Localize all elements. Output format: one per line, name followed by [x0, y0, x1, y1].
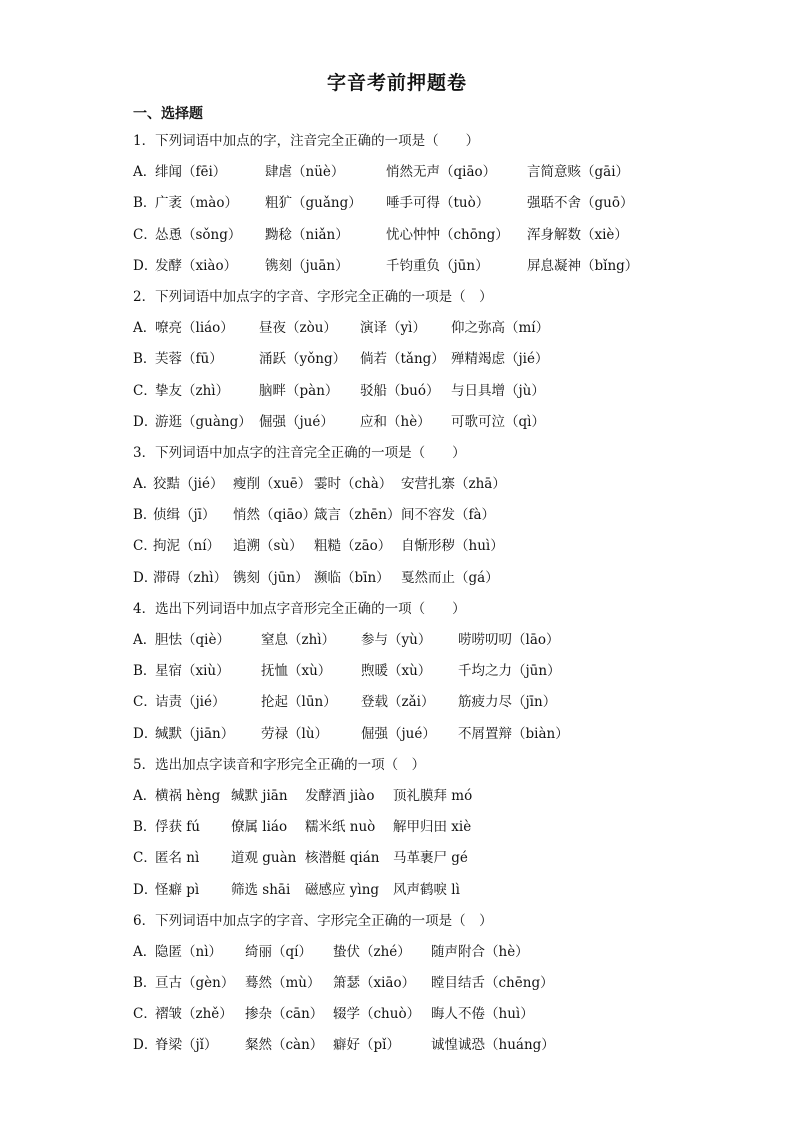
option-item: 瘦削（xuē） [233, 476, 312, 493]
option-item: 唾手可得（tuò） [386, 195, 490, 212]
option-row [133, 937, 773, 968]
option-item: 肆虐（nüè） [265, 164, 345, 181]
option-item: 倔强（jué） [361, 725, 436, 742]
option-letter: D． [133, 1037, 158, 1054]
option-row [133, 999, 773, 1030]
option-row [133, 157, 773, 188]
option-item: 言简意赅（gāi） [527, 164, 630, 181]
option-item: 应和（hè） [360, 413, 431, 430]
option-row [133, 625, 773, 656]
option-row [133, 500, 773, 531]
option-row [133, 344, 773, 375]
option-item: 自惭形秽（huì） [401, 538, 504, 555]
option-item: 戛然而止（gá） [401, 569, 499, 586]
option-letter: C． [133, 1006, 157, 1023]
option-row [133, 968, 773, 999]
option-row [133, 220, 773, 251]
option-letter: C． [133, 382, 157, 399]
option-item: 诚惶诚恐（huáng） [431, 1037, 555, 1054]
option-item: 仰之弥高（mí） [451, 320, 550, 337]
option-item: 挚友（zhì） [155, 382, 230, 399]
option-item: 倔强（jué） [259, 413, 334, 430]
option-item: 辍学（chuò） [333, 1006, 421, 1023]
option-item: 癖好（pǐ） [333, 1037, 400, 1054]
option-item: 发酵酒 jiào [305, 787, 375, 804]
option-item: 僚属 liáo [231, 819, 288, 836]
option-letter: A． [133, 476, 157, 493]
option-item: 千钧重负（jūn） [386, 257, 489, 274]
option-row [133, 812, 773, 843]
option-item: 顶礼膜拜 mó [393, 787, 473, 804]
option-item: 横祸 hèng [155, 787, 221, 804]
option-item: 芙蓉（fū） [155, 351, 223, 368]
option-item: 涌跃（yǒng） [259, 351, 347, 368]
option-item: 缄默（jiān） [155, 725, 235, 742]
option-item: 间不容发（fà） [401, 507, 496, 524]
question-stem: 4．选出下列词语中加点字音形完全正确的一项（ ） [133, 600, 466, 617]
option-item: 镌刻（jūn） [233, 569, 309, 586]
option-item: 倘若（tǎng） [360, 351, 445, 368]
option-item: 煦暖（xù） [361, 663, 432, 680]
option-item: 随声附合（hè） [431, 943, 529, 960]
option-letter: D． [133, 569, 158, 586]
option-item: 与日具增（jù） [451, 382, 545, 399]
option-row [133, 781, 773, 812]
option-row [133, 719, 773, 750]
option-item: 殚精竭虑（jié） [451, 351, 549, 368]
option-item: 怪癖 pì [155, 881, 200, 898]
option-item: 千均之力（jūn） [458, 663, 561, 680]
option-item: 参与（yù） [361, 632, 432, 648]
option-letter: B． [133, 507, 157, 524]
option-item: 缄默 jiān [231, 787, 288, 804]
option-item: 窒息（zhì） [261, 632, 336, 648]
question-list [133, 126, 773, 1062]
option-item: 侦缉（jī） [153, 507, 216, 524]
option-item: 掺杂（cān） [245, 1006, 324, 1023]
option-item: 霎时（chà） [314, 476, 393, 493]
option-item: 登载（zǎi） [361, 694, 435, 711]
option-item: 晦人不倦（huì） [431, 1006, 534, 1023]
option-item: 核潜艇 qián [305, 850, 380, 867]
option-item: 不屑置辩（biàn） [458, 725, 569, 742]
option-item: 脊梁（jǐ） [155, 1037, 218, 1054]
option-letter: D． [133, 257, 158, 274]
option-item: 蓦然（mù） [245, 975, 321, 992]
option-item: 绮丽（qí） [245, 943, 312, 960]
option-item: 糯米纸 nuò [305, 819, 376, 836]
option-row [133, 1030, 773, 1061]
option-letter: B． [133, 819, 157, 836]
option-item: 唠唠叨叨（lāo） [458, 632, 560, 648]
option-item: 星宿（xiù） [155, 663, 230, 680]
option-item: 粗糙（zāo） [314, 538, 392, 555]
option-letter: A． [133, 787, 157, 804]
option-item: 诘责（jié） [155, 694, 226, 711]
option-item: 抡起（lūn） [261, 694, 337, 711]
option-item: 黝稔（niǎn） [265, 226, 349, 243]
option-letter: C． [133, 226, 157, 243]
option-item: 广袤（mào） [155, 195, 238, 212]
option-row [133, 843, 773, 874]
option-item: 悄然无声（qiāo） [386, 164, 497, 181]
option-item: 风声鹤唳 lì [393, 881, 460, 898]
option-row [133, 531, 773, 562]
option-item: 箴言（zhēn） [314, 507, 401, 524]
option-item: 道观 guàn [231, 850, 297, 867]
page-title: 字音考前押题卷 [326, 72, 467, 94]
question-stem: 2．下列词语中加点字的字音、字形完全正确的一项是（ ） [133, 288, 493, 305]
option-item: 嘹亮（liáo） [155, 320, 234, 337]
option-item: 狡黠（jié） [153, 476, 224, 493]
option-row [133, 188, 773, 219]
option-item: 强聒不舍（guō） [527, 195, 634, 212]
option-item: 发酵（xiào） [155, 257, 238, 274]
option-item: 蛰伏（zhé） [333, 943, 411, 960]
option-item: 解甲归田 xiè [393, 819, 472, 836]
option-letter: A． [133, 320, 157, 337]
option-item: 悄然（qiāo） [233, 507, 317, 524]
option-item: 抚恤（xù） [261, 663, 332, 680]
option-item: 磁感应 yìng [305, 881, 380, 898]
option-letter: B． [133, 195, 157, 212]
section-heading: 一、选择题 [133, 106, 203, 122]
option-row [133, 251, 773, 282]
option-row [133, 563, 773, 594]
option-item: 瞠目结舌（chēng） [431, 975, 554, 992]
option-item: 匿名 nì [155, 850, 200, 867]
option-item: 隐匿（nì） [155, 943, 223, 960]
option-letter: B． [133, 975, 157, 992]
option-item: 劳禄（lù） [261, 725, 329, 742]
option-item: 箫瑟（xiāo） [333, 975, 416, 992]
option-item: 粲然（càn） [245, 1037, 324, 1054]
option-row [133, 875, 773, 906]
option-item: 屏息凝神（bǐng） [527, 257, 639, 274]
option-item: 游逛（guàng） [155, 413, 252, 430]
option-item: 俘获 fú [155, 819, 200, 836]
option-letter: C． [133, 850, 157, 867]
option-item: 拘泥（ní） [153, 538, 221, 555]
option-letter: D． [133, 413, 158, 430]
option-item: 亘古（gèn） [155, 975, 235, 992]
option-letter: B． [133, 351, 157, 368]
option-item: 胆怯（qiè） [155, 632, 230, 648]
option-row [133, 407, 773, 438]
option-item: 昼夜（zòu） [259, 320, 337, 337]
option-item: 脑畔（pàn） [259, 382, 339, 399]
option-item: 粗犷（guǎng） [265, 195, 362, 212]
option-letter: A． [133, 943, 157, 960]
option-item: 可歌可泣（qì） [451, 413, 545, 430]
question-stem: 6．下列词语中加点字的字音、字形完全正确的一项是（ ） [133, 912, 493, 929]
option-item: 追溯（sù） [233, 538, 303, 555]
option-item: 演译（yì） [360, 320, 426, 337]
option-letter: D． [133, 725, 158, 742]
option-item: 浑身解数（xiè） [527, 226, 628, 243]
question-stem: 3．下列词语中加点字的注音完全正确的一项是（ ） [133, 444, 466, 461]
option-row [133, 687, 773, 718]
option-item: 怂恿（sǒng） [155, 226, 242, 243]
option-letter: D． [133, 881, 158, 898]
option-item: 驳船（buó） [360, 382, 440, 399]
option-item: 绯闻（fēi） [155, 164, 227, 181]
option-item: 褶皱（zhě） [155, 1006, 233, 1023]
option-letter: B． [133, 663, 157, 680]
option-item: 马革裹尸 gé [393, 850, 468, 867]
question-stem: 1．下列词语中加点的字，注音完全正确的一项是（ ） [133, 133, 480, 149]
option-item: 镌刻（juān） [265, 257, 349, 274]
option-row [133, 376, 773, 407]
option-letter: A． [133, 164, 157, 181]
option-item: 忧心忡忡（chōng） [386, 226, 509, 243]
option-row [133, 313, 773, 344]
option-row [133, 656, 773, 687]
option-letter: C． [133, 538, 157, 555]
option-item: 滞碍（zhì） [153, 569, 228, 586]
option-row [133, 469, 773, 500]
option-item: 筋疲力尽（jīn） [458, 694, 557, 711]
option-letter: C． [133, 694, 157, 711]
option-item: 濒临（bīn） [314, 569, 390, 586]
option-item: 安营扎寨（zhā） [401, 476, 506, 493]
question-stem: 5．选出加点字读音和字形完全正确的一项（ ） [133, 756, 426, 773]
option-letter: A． [133, 632, 157, 648]
option-item: 筛选 shāi [231, 881, 291, 898]
